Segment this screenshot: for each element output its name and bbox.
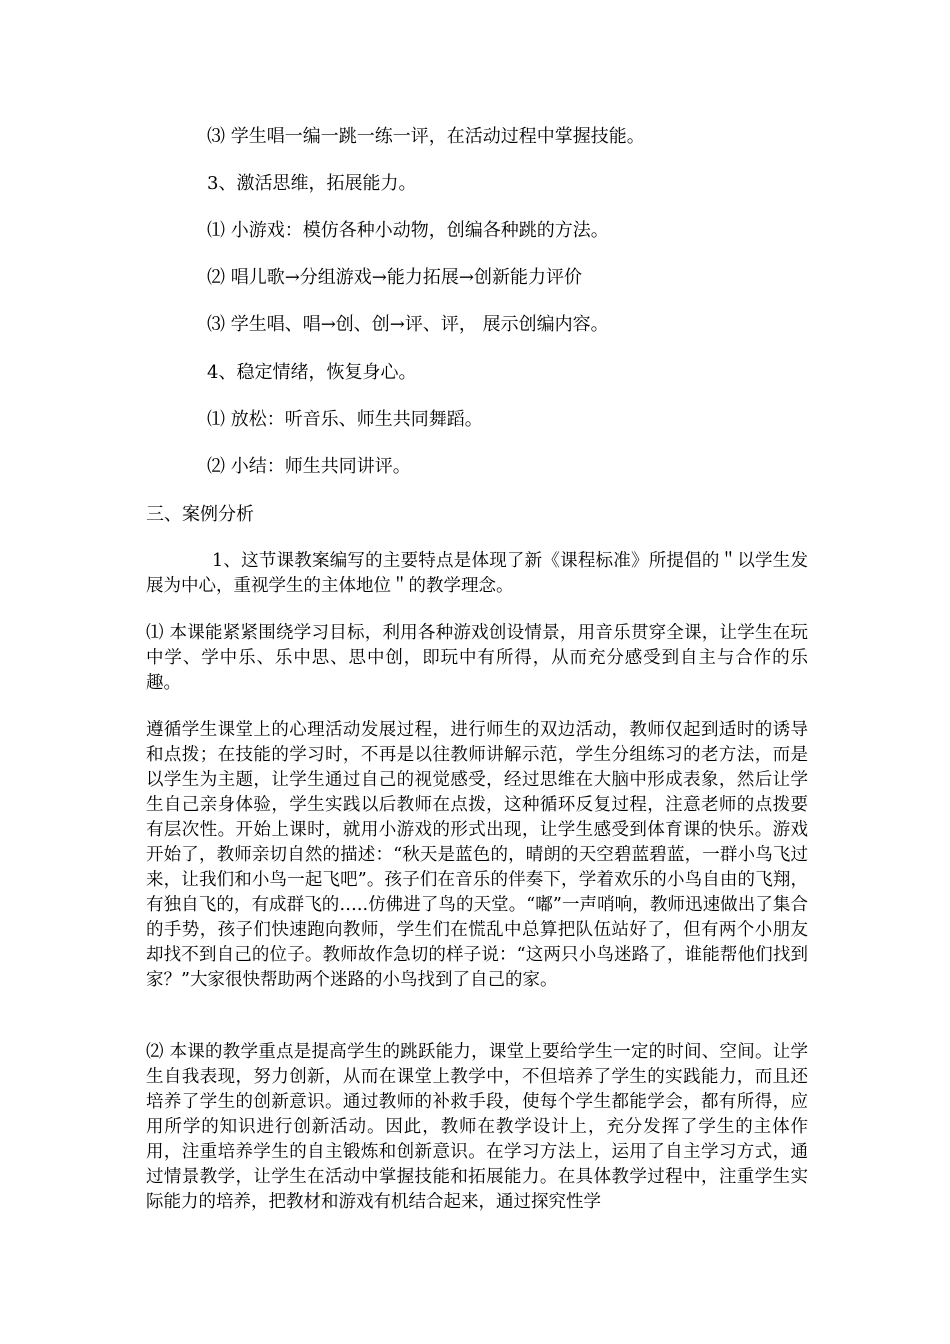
list-item: ⑶ 学生唱、唱→创、创→评、评， 展示创编内容。 <box>207 314 609 335</box>
list-item: ⑶ 学生唱一编一跳一练一评，在活动过程中掌握技能。 <box>207 126 645 147</box>
section-heading: 三、案例分析 <box>146 504 254 525</box>
list-item: ⑴ 放松：听音乐、师生共同舞蹈。 <box>207 409 483 430</box>
paragraph: 遵循学生课堂上的心理活动发展过程，进行师生的双边活动，教师仅起到适时的诱导和点拨；在技能的学习时，不再是以往教师讲解示范，学生分组练习的老方法，而是以学生为主题，让学生通过自己的视觉感受，经过思维在大脑中形成表象，然后让学生自己亲身体验，学生实践以后教师在点拨，这种循环反复过程，注意老师的点拨要有层次性。开始上课时，就用小游戏的形式出现，让学生感受到体育课的快乐。游戏开始了，教师亲切自然的描述：“秋天是蓝色的，晴朗的天空碧蓝碧蓝，一群小鸟飞过来，让我们和小鸟一起飞吧”。孩子们在音乐的伴奏下，学着欢乐的小鸟自由的飞翔，有独自飞的，有成群飞的…..仿佛进了鸟的天堂。“嘟”一声哨响，教师迅速做出了集合的手势，孩子们快速跑向教师，学生们在慌乱中总算把队伍站好了，但有两个小朋友却找不到自己的位子。教师故作急切的样子说：“这两只小鸟迷路了，谁能帮他们找到家？”大家很快帮助两个迷路的小鸟找到了自己的家。 <box>146 720 808 990</box>
list-item: ⑴ 小游戏：模仿各种小动物，创编各种跳的方法。 <box>207 220 609 241</box>
list-item: ⑵ 小结：师生共同讲评。 <box>207 456 411 477</box>
step-heading: 3、激活思维，拓展能力。 <box>207 173 417 194</box>
paragraph: ⑵ 本课的教学重点是提高学生的跳跃能力，课堂上要给学生一定的时间、空间。让学生自我表现，努力创新，从而在课堂上教学中，不但培养了学生的实践能力，而且还培养了学生的创新意识。通过教师的补救手段，使每个学生都能学会，都有所得，应用所学的知识进行创新活动。因此，教师在教学设计上，充分发挥了学生的主体作用，注重培养学生的自主锻炼和创新意识。在学习方法上，运用了自主学习方式，通过情景教学，让学生在活动中掌握技能和拓展能力。在具体教学过程中，注重学生实际能力的培养，把教材和游戏有机结合起来，通过探究性学 <box>146 1042 808 1212</box>
step-heading: 4、稳定情绪，恢复身心。 <box>207 362 417 383</box>
paragraph: 1、这节课教案编写的主要特点是体现了新《课程标准》所提倡的＂以学生发展为中心，重视学生的主体地位＂的教学理念。 <box>146 551 808 596</box>
paragraph: ⑴ 本课能紧紧围绕学习目标，利用各种游戏创设情景，用音乐贯穿全课，让学生在玩中学、学中乐、乐中思、思中创，即玩中有所得，从而充分感受到自主与合作的乐趣。 <box>146 623 808 693</box>
list-item: ⑵ 唱儿歌→分组游戏→能力拓展→创新能力评价 <box>207 267 582 288</box>
